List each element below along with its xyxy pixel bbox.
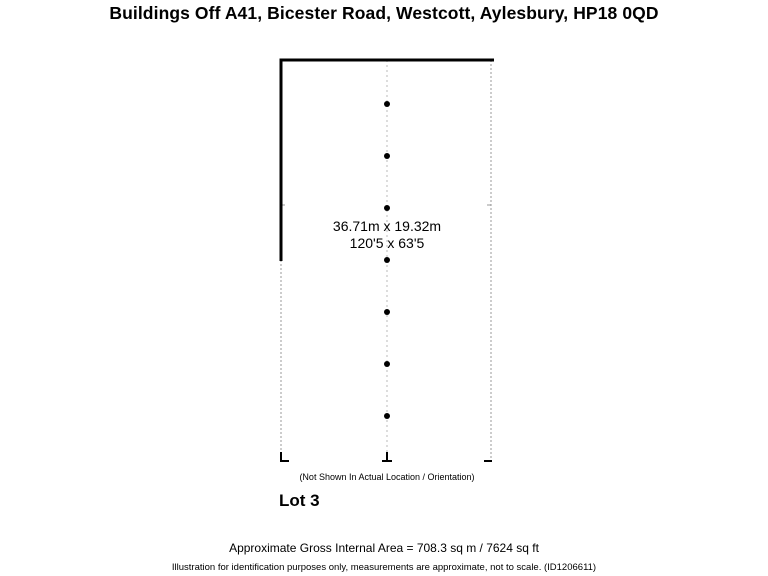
plan-column-dot	[384, 101, 390, 107]
plan-dimensions-metric: 36.71m x 19.32m	[332, 218, 442, 234]
orientation-note: (Not Shown In Actual Location / Orientation)	[299, 472, 475, 482]
gross-internal-area: Approximate Gross Internal Area = 708.3 sq m / 7624 sq ft	[229, 541, 539, 555]
plan-column-dot	[384, 361, 390, 367]
plan-column-dot	[384, 309, 390, 315]
lot-label: Lot 3	[279, 491, 320, 510]
disclaimer-text: Illustration for identification purposes only, measurements are approximate, not to scale. (ID1206611)	[171, 562, 597, 573]
plan-corner-bottom-center	[382, 452, 392, 461]
plan-column-dot	[384, 205, 390, 211]
plan-dimensions-imperial: 120'5 x 63'5	[349, 235, 425, 251]
plan-corner-bottom-left	[281, 452, 289, 461]
plan-column-dot	[384, 257, 390, 263]
plan-column-dot	[384, 153, 390, 159]
page-title: Buildings Off A41, Bicester Road, Westcott, Aylesbury, HP18 0QD	[109, 3, 659, 23]
plan-column-dot	[384, 413, 390, 419]
